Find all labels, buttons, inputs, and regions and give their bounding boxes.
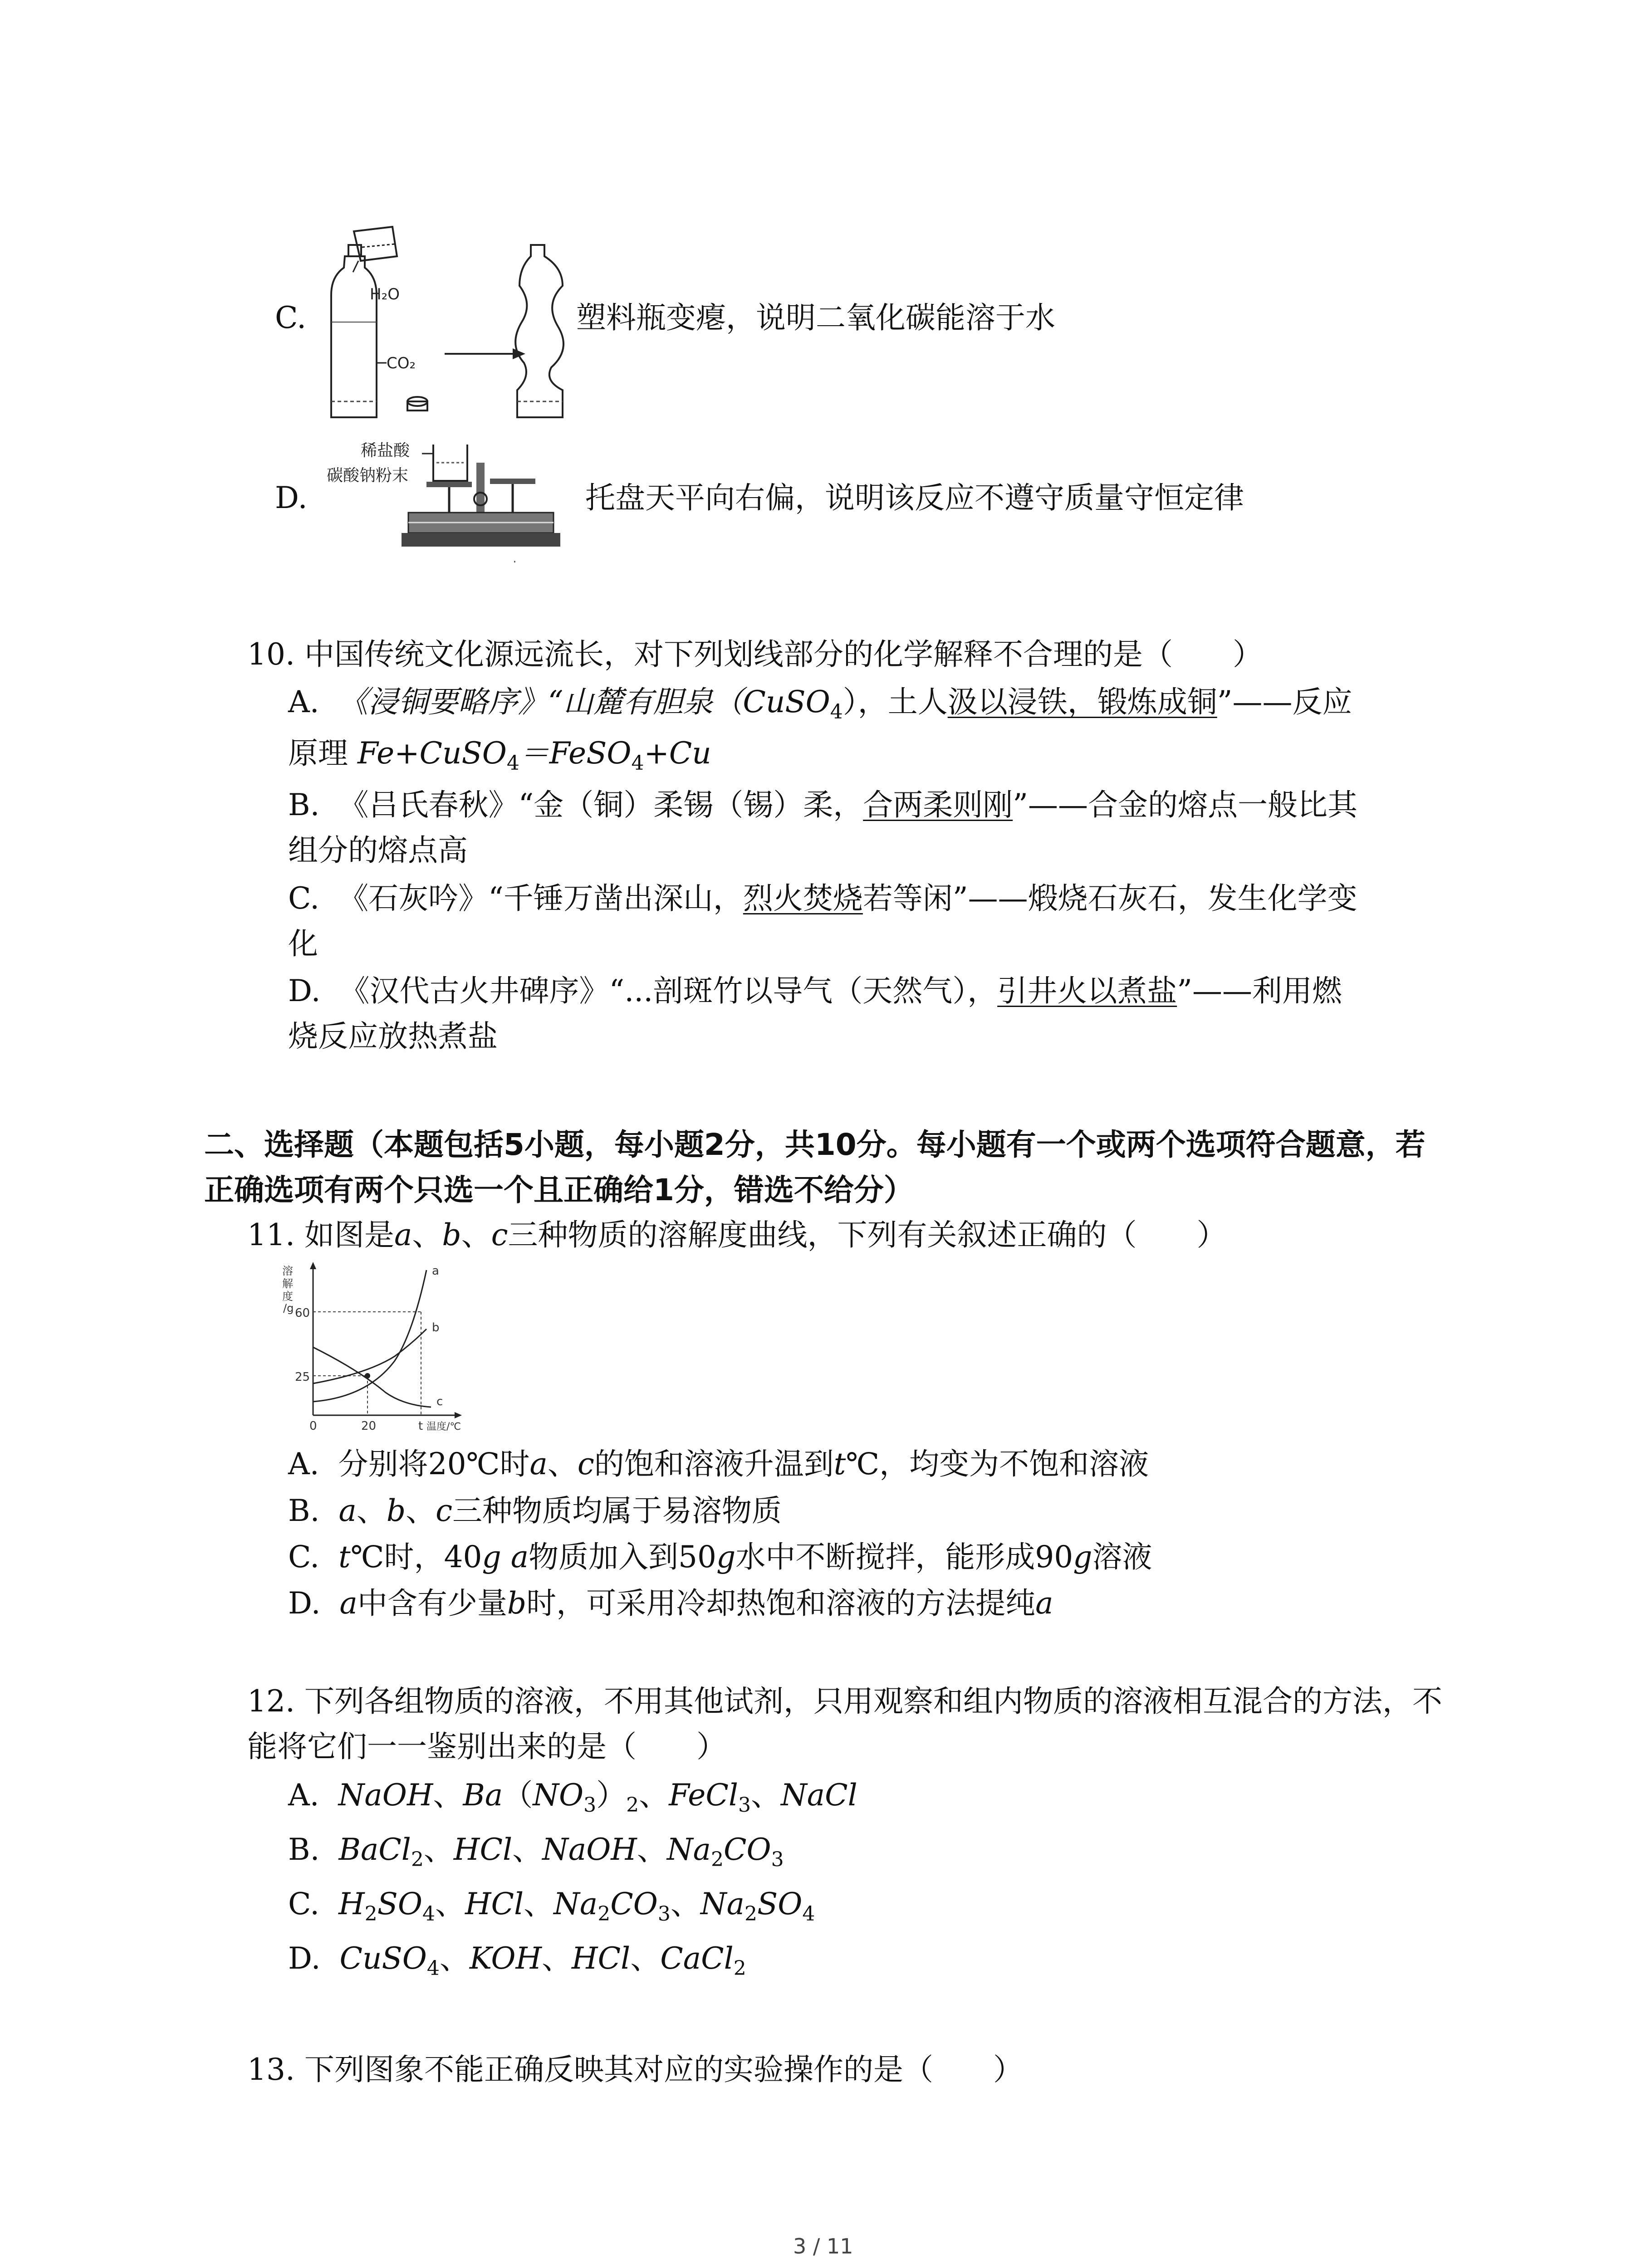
acid-label: 稀盐酸 bbox=[361, 441, 410, 460]
q11-stem-sep1: 、 bbox=[412, 1217, 442, 1252]
q13-stem: 13. 下列图象不能正确反映其对应的实验操作的是（ ） bbox=[247, 2052, 1023, 2087]
q11-c-part2: g bbox=[482, 1540, 501, 1574]
q10-d-underline: 引井火以煮盐 bbox=[997, 973, 1177, 1008]
q10-d-line2: 烧反应放热煮盐 bbox=[288, 1019, 498, 1054]
q10-a-line2 bbox=[288, 738, 711, 773]
balance-figure bbox=[318, 431, 590, 567]
q11-stem-sep2: 、 bbox=[461, 1217, 491, 1252]
q11-b-part3: 、 bbox=[406, 1493, 436, 1528]
q11-c-part3 bbox=[501, 1540, 511, 1574]
q11-c-part8: g bbox=[1073, 1540, 1092, 1574]
q11-a-label: A. bbox=[288, 1447, 319, 1481]
q10-a-eq2: ＝FeSO bbox=[519, 736, 632, 771]
svg-text:.: . bbox=[513, 551, 517, 566]
co2-bottle-figure bbox=[318, 218, 590, 431]
q11-d-part2: b bbox=[507, 1586, 527, 1621]
q11-option-b bbox=[288, 1493, 782, 1528]
q10-option-d bbox=[288, 973, 1342, 1008]
tick-60: 60 bbox=[295, 1306, 310, 1320]
q11-a-part1: a bbox=[529, 1447, 548, 1481]
q10-a-eq-sub1: 4 bbox=[506, 752, 519, 775]
q10-a-pre: 《浸铜要略序》“山麓有胆泉（CuSO bbox=[338, 684, 830, 719]
q11-option-a bbox=[288, 1449, 1149, 1479]
tick-0: 0 bbox=[309, 1419, 317, 1433]
q10-a-eq1: Fe+CuSO bbox=[357, 736, 507, 771]
q11-a-part5: t bbox=[833, 1447, 846, 1481]
page-number: 3 / 11 bbox=[793, 2234, 853, 2258]
q11-c-part7: 水中不断搅拌，能形成90 bbox=[735, 1540, 1073, 1574]
q11-d-part1: 中含有少量 bbox=[357, 1586, 507, 1621]
q10-d-pre: 《汉代古火井碑序》“...剖斑竹以导气（天然气）， bbox=[339, 973, 998, 1008]
q10-stem: 10. 中国传统文化源远流长，对下列划线部分的化学解释不合理的是（ ） bbox=[247, 637, 1263, 672]
intersection-point bbox=[365, 1373, 370, 1378]
q11-d-part3: 时，可采用冷却热饱和溶液的方法提纯 bbox=[526, 1586, 1036, 1621]
q10-a-underline: 汲以浸铁，锻炼成铜 bbox=[947, 684, 1217, 719]
q10-option-a bbox=[288, 684, 1352, 723]
q12-option-b: B. BaCl$_2$、HCl、NaOH、$Na_2CO_3$ bbox=[288, 1832, 784, 1871]
q10-b-label: B. bbox=[288, 787, 320, 822]
solubility-chart bbox=[277, 1261, 472, 1433]
q9-d-text: 托盘天平向右偏，说明该反应不遵守质量守恒定律 bbox=[585, 480, 1244, 515]
q12-c-label: C. bbox=[288, 1887, 320, 1921]
q11-c-label: C. bbox=[288, 1540, 320, 1574]
q11-option-d bbox=[288, 1586, 1053, 1621]
q10-a-mid: ），土人 bbox=[843, 684, 948, 719]
q11-stem bbox=[247, 1217, 1227, 1252]
q12-a-label: A. bbox=[288, 1778, 319, 1813]
q11-option-c bbox=[288, 1542, 1152, 1572]
tick-t: t bbox=[418, 1419, 423, 1433]
q9-c-label: C. bbox=[275, 300, 307, 335]
q12-stem-line2: 能将它们一一鉴别出来的是（ ） bbox=[247, 1729, 726, 1764]
q10-d-post: ”——利用燃 bbox=[1177, 973, 1342, 1008]
q10-b-underline: 合两柔则刚 bbox=[863, 787, 1013, 822]
q11-c-part9: 溶液 bbox=[1092, 1540, 1152, 1574]
curve-label-c: c bbox=[436, 1395, 443, 1408]
q10-c-pre: 《石灰吟》“千锤万凿出深山， bbox=[338, 881, 743, 916]
q11-stem-c: c bbox=[491, 1217, 508, 1252]
h2o-label: H₂O bbox=[370, 285, 400, 303]
q10-b-pre: 《吕氏春秋》“金（铜）柔锡（锡）柔， bbox=[338, 787, 863, 822]
ylabel-char-4: /g bbox=[283, 1302, 294, 1315]
q12-stem-line1: 12. 下列各组物质的溶液，不用其他试剂，只用观察和组内物质的溶液相互混合的方法，不 bbox=[247, 1684, 1442, 1719]
q10-a-post: ”——反应 bbox=[1217, 684, 1352, 719]
q11-b-part4: c bbox=[436, 1493, 453, 1528]
q10-b-line2: 组分的熔点高 bbox=[288, 833, 468, 868]
tick-25: 25 bbox=[295, 1370, 310, 1384]
q11-c-part1: ℃时，40 bbox=[350, 1540, 482, 1574]
q12-d-label: D. bbox=[288, 1941, 321, 1976]
q10-a-label: A. bbox=[288, 684, 319, 719]
q10-option-b bbox=[288, 787, 1357, 822]
q10-c-post: 若等闲”——煅烧石灰石，发生化学变 bbox=[862, 881, 1357, 916]
q11-stem-a: a bbox=[394, 1217, 412, 1252]
q11-a-part6: ℃，均变为不饱和溶液 bbox=[846, 1447, 1149, 1481]
q10-a-sub: 4 bbox=[830, 700, 843, 723]
tick-20: 20 bbox=[361, 1419, 377, 1433]
q11-d-label: D. bbox=[288, 1586, 321, 1621]
curve-c bbox=[313, 1347, 431, 1407]
powder-label: 碳酸钠粉末 bbox=[327, 466, 409, 485]
ylabel-char-1: 溶 bbox=[282, 1265, 293, 1277]
q9-c-text: 塑料瓶变瘪，说明二氧化碳能溶于水 bbox=[576, 300, 1055, 335]
q11-c-part6: g bbox=[716, 1540, 736, 1574]
co2-label: CO₂ bbox=[387, 354, 416, 372]
q11-c-part5: 物质加入到50 bbox=[529, 1540, 717, 1574]
curve-label-a: a bbox=[432, 1264, 439, 1278]
q10-c-underline: 烈火焚烧 bbox=[743, 881, 863, 916]
q12-option-d: D. CuSO$_4$、KOH、HCl、CaCl$_2$ bbox=[288, 1941, 746, 1980]
ylabel-char-3: 度 bbox=[282, 1290, 293, 1303]
q10-a-line2-pre: 原理 bbox=[288, 736, 358, 771]
q10-d-label: D. bbox=[288, 973, 321, 1008]
q11-a-part4: 的饱和溶液升温到 bbox=[594, 1447, 834, 1481]
q11-a-part0: 分别将20℃时 bbox=[338, 1447, 530, 1481]
section2-heading-line2: 正确选项有两个只选一个且正确给1分，错选不给分） bbox=[204, 1173, 914, 1207]
q11-b-label: B. bbox=[288, 1493, 320, 1528]
q10-c-label: C. bbox=[288, 881, 320, 916]
q11-d-part4: a bbox=[1035, 1586, 1053, 1621]
q9-d-label: D. bbox=[275, 480, 308, 515]
ylabel-char-2: 解 bbox=[282, 1277, 293, 1290]
q11-c-part4: a bbox=[510, 1540, 529, 1574]
q11-b-part2: b bbox=[386, 1493, 406, 1528]
q11-b-part1: 、 bbox=[356, 1493, 387, 1528]
q11-stem-pre: 11. 如图是 bbox=[247, 1217, 394, 1252]
q11-a-part2: 、 bbox=[547, 1447, 578, 1481]
q10-a-eq-sub2: 4 bbox=[631, 752, 644, 775]
x-axis-label: 温度/℃ bbox=[426, 1421, 461, 1432]
q12-b-label: B. bbox=[288, 1832, 320, 1867]
curve-a bbox=[313, 1270, 426, 1402]
q10-a-eq3: +Cu bbox=[644, 736, 711, 771]
q11-b-part0: a bbox=[338, 1493, 357, 1528]
q11-a-part3: c bbox=[577, 1447, 594, 1481]
section2-heading-line1: 二、选择题（本题包括5小题，每小题2分，共10分。每小题有一个或两个选项符合题意，若 bbox=[204, 1127, 1425, 1162]
q10-option-c bbox=[288, 881, 1357, 916]
q12-option-c: C. $H_2SO_4$、HCl、$Na_2CO_3$、$Na_2SO_4$ bbox=[288, 1887, 815, 1926]
q11-stem-post: 三种物质的溶解度曲线，下列有关叙述正确的（ ） bbox=[508, 1217, 1227, 1252]
q11-b-part5: 三种物质均属于易溶物质 bbox=[452, 1493, 782, 1528]
q10-b-post: ”——合金的熔点一般比其 bbox=[1013, 787, 1357, 822]
q11-c-part0: t bbox=[338, 1540, 351, 1574]
q11-d-part0: a bbox=[339, 1586, 358, 1621]
q12-option-a: A. NaOH、$Ba(NO_3)_2$、FeCl$_3$、NaCl bbox=[288, 1778, 857, 1817]
q11-stem-b: b bbox=[442, 1217, 461, 1252]
curve-label-b: b bbox=[432, 1321, 440, 1334]
q10-c-line2: 化 bbox=[288, 926, 318, 961]
